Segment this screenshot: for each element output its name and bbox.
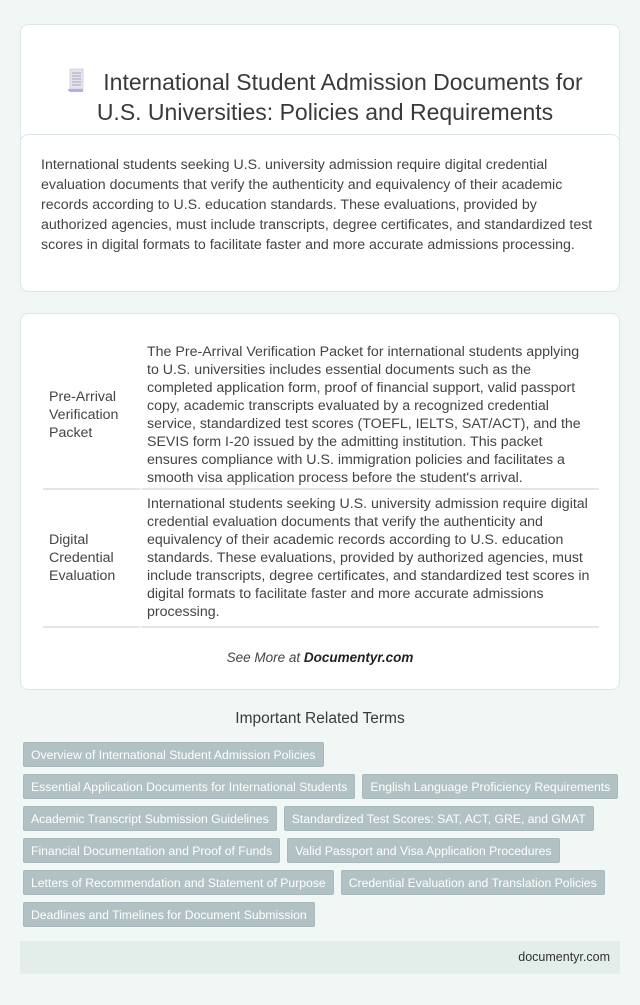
table-row	[43, 340, 599, 490]
related-term-tag[interactable]: Deadlines and Timelines for Document Submission	[23, 902, 315, 927]
terms-table	[43, 340, 599, 628]
related-term-tag[interactable]: Essential Application Documents for International Students	[23, 774, 355, 799]
see-more-line	[21, 650, 619, 665]
related-term-tag[interactable]: Academic Transcript Submission Guidelines	[23, 806, 277, 831]
see-more-prefix: See More at	[226, 650, 304, 665]
related-term-tag[interactable]: English Language Proficiency Requirements	[362, 774, 618, 799]
footer-site-link[interactable]: documentyr.com	[518, 950, 610, 964]
term-cell: Digital Credential Evaluation	[43, 490, 140, 628]
see-more-link[interactable]: Documentyr.com	[303, 650, 414, 665]
related-term-tag[interactable]: Valid Passport and Visa Application Procedures	[287, 838, 559, 863]
page-title: International Student Admission Documents for U.S. Universities: Policies and Requirements	[96, 69, 583, 125]
intro-paragraph: International students seeking U.S. university admission require digital credential evaluation documents that verify the authenticity and equivalency of their academic records according to U.S. education standards. These evaluations, provided by authorized agencies, must include transcripts, degree certificates, and standardized test scores in digital formats to facilitate faster and more accurate admissions processing.	[41, 157, 593, 253]
terms-table-card	[20, 313, 620, 690]
table-row	[43, 490, 599, 628]
document-scroll-icon	[67, 68, 85, 94]
description-cell: The Pre-Arrival Verification Packet for international students applying to U.S. universities includes essential documents such as the completed application form, proof of financial support, valid passport copy, academic transcripts evaluated by a recognized credential service, standardized test scores (TOEFL, IELTS, SAT/ACT), and the SEVIS form I-20 issued by the admitting institution. This packet ensures compliance with U.S. immigration policies and facilitates a smooth visa application process before the student's arrival.	[140, 340, 599, 490]
related-term-tag[interactable]: Credential Evaluation and Translation Policies	[341, 870, 605, 895]
term-cell: Pre-Arrival Verification Packet	[43, 340, 140, 490]
page-title-wrap	[61, 67, 589, 127]
related-term-tag[interactable]: Financial Documentation and Proof of Funds	[23, 838, 280, 863]
related-term-tag[interactable]: Letters of Recommendation and Statement of Purpose	[23, 870, 334, 895]
intro-card	[20, 134, 620, 292]
related-terms-list	[23, 742, 623, 927]
description-cell: International students seeking U.S. university admission require digital credential evaluation documents that verify the authenticity and equivalency of their academic records according to U.S. education standards. These evaluations, provided by authorized agencies, must include transcripts, degree certificates, and standardized test scores in digital formats to facilitate faster and more accurate admissions processing.	[140, 490, 599, 628]
title-card	[20, 24, 620, 147]
related-term-tag[interactable]: Standardized Test Scores: SAT, ACT, GRE, and GMAT	[284, 806, 594, 831]
footer-bar	[20, 941, 620, 974]
related-terms-heading: Important Related Terms	[235, 710, 405, 727]
related-term-tag[interactable]: Overview of International Student Admission Policies	[23, 742, 324, 767]
